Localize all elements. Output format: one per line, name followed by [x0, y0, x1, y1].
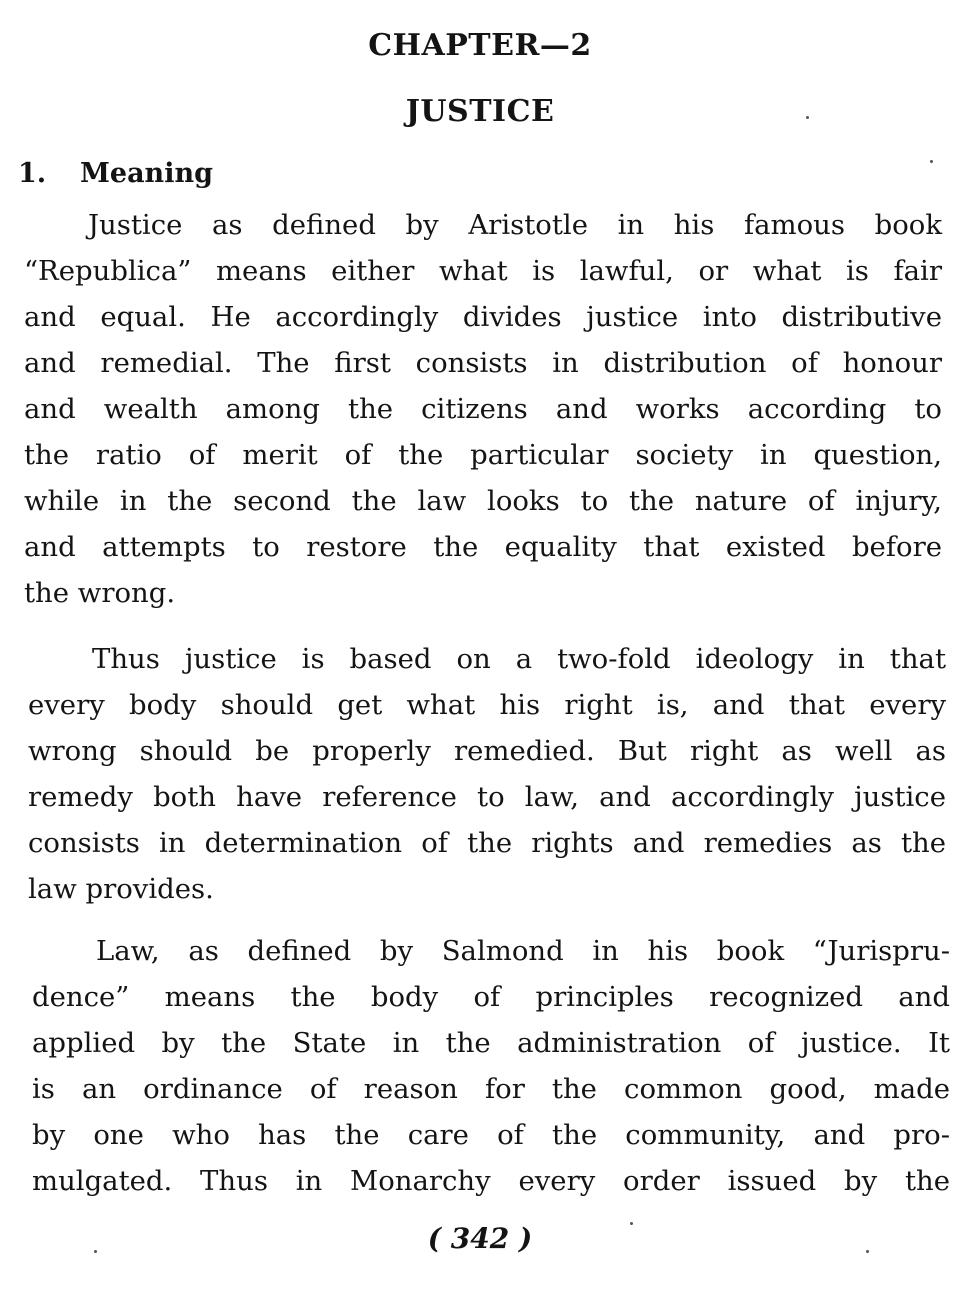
paragraph-line: applied by the State in the administration of justice. It: [32, 1027, 950, 1059]
paragraph-line: remedy both have reference to law, and accordingly justice: [28, 781, 946, 813]
chapter-title: JUSTICE: [405, 94, 555, 129]
page-number: ( 342 ): [427, 1222, 533, 1255]
paragraph-line: Justice as defined by Aristotle in his famous book: [88, 209, 942, 241]
paragraph-line: the ratio of merit of the particular society in question,: [24, 439, 942, 471]
paragraph-line: and equal. He accordingly divides justice into distributive: [24, 301, 942, 333]
paragraph-line: consists in determination of the rights and remedies as the: [28, 827, 946, 859]
paragraph-line: “Republica” means either what is lawful, or what is fair: [24, 255, 942, 287]
paragraph-line: every body should get what his right is, and that every: [28, 689, 946, 721]
paragraph-1: [24, 202, 942, 616]
paragraph-line: is an ordinance of reason for the common good, made: [32, 1073, 950, 1105]
paragraph-line: wrong should be properly remedied. But right as well as: [28, 735, 946, 767]
paragraph-line: while in the second the law looks to the nature of injury,: [24, 485, 942, 517]
section-heading-text: Meaning: [80, 158, 213, 189]
paragraph-line: the wrong.: [24, 577, 176, 609]
paragraph-line: dence” means the body of principles recognized and: [32, 981, 950, 1013]
paragraph-line: by one who has the care of the community, and pro-: [32, 1119, 950, 1151]
scan-speck: [630, 1222, 633, 1225]
paragraph-line: Thus justice is based on a two-fold ideology in that: [92, 643, 946, 675]
section-number: 1.: [18, 158, 47, 189]
paragraph-line: and remedial. The first consists in distribution of honour: [24, 347, 942, 379]
scan-speck: [94, 1250, 97, 1253]
scan-speck: [930, 160, 933, 163]
section-heading: [18, 158, 213, 189]
paragraph-line: mulgated. Thus in Monarchy every order issued by the: [32, 1165, 950, 1197]
paragraph-line: Law, as defined by Salmond in his book “Jurispru-: [96, 935, 950, 967]
paragraph-line: law provides.: [28, 873, 214, 905]
paragraph-line: and wealth among the citizens and works according to: [24, 393, 942, 425]
scan-speck: [866, 1250, 869, 1253]
paragraph-3: [32, 928, 950, 1204]
chapter-heading: CHAPTER—2: [368, 28, 592, 63]
paragraph-2: [28, 636, 946, 912]
scan-speck: [806, 116, 809, 119]
paragraph-line: and attempts to restore the equality that existed before: [24, 531, 942, 563]
